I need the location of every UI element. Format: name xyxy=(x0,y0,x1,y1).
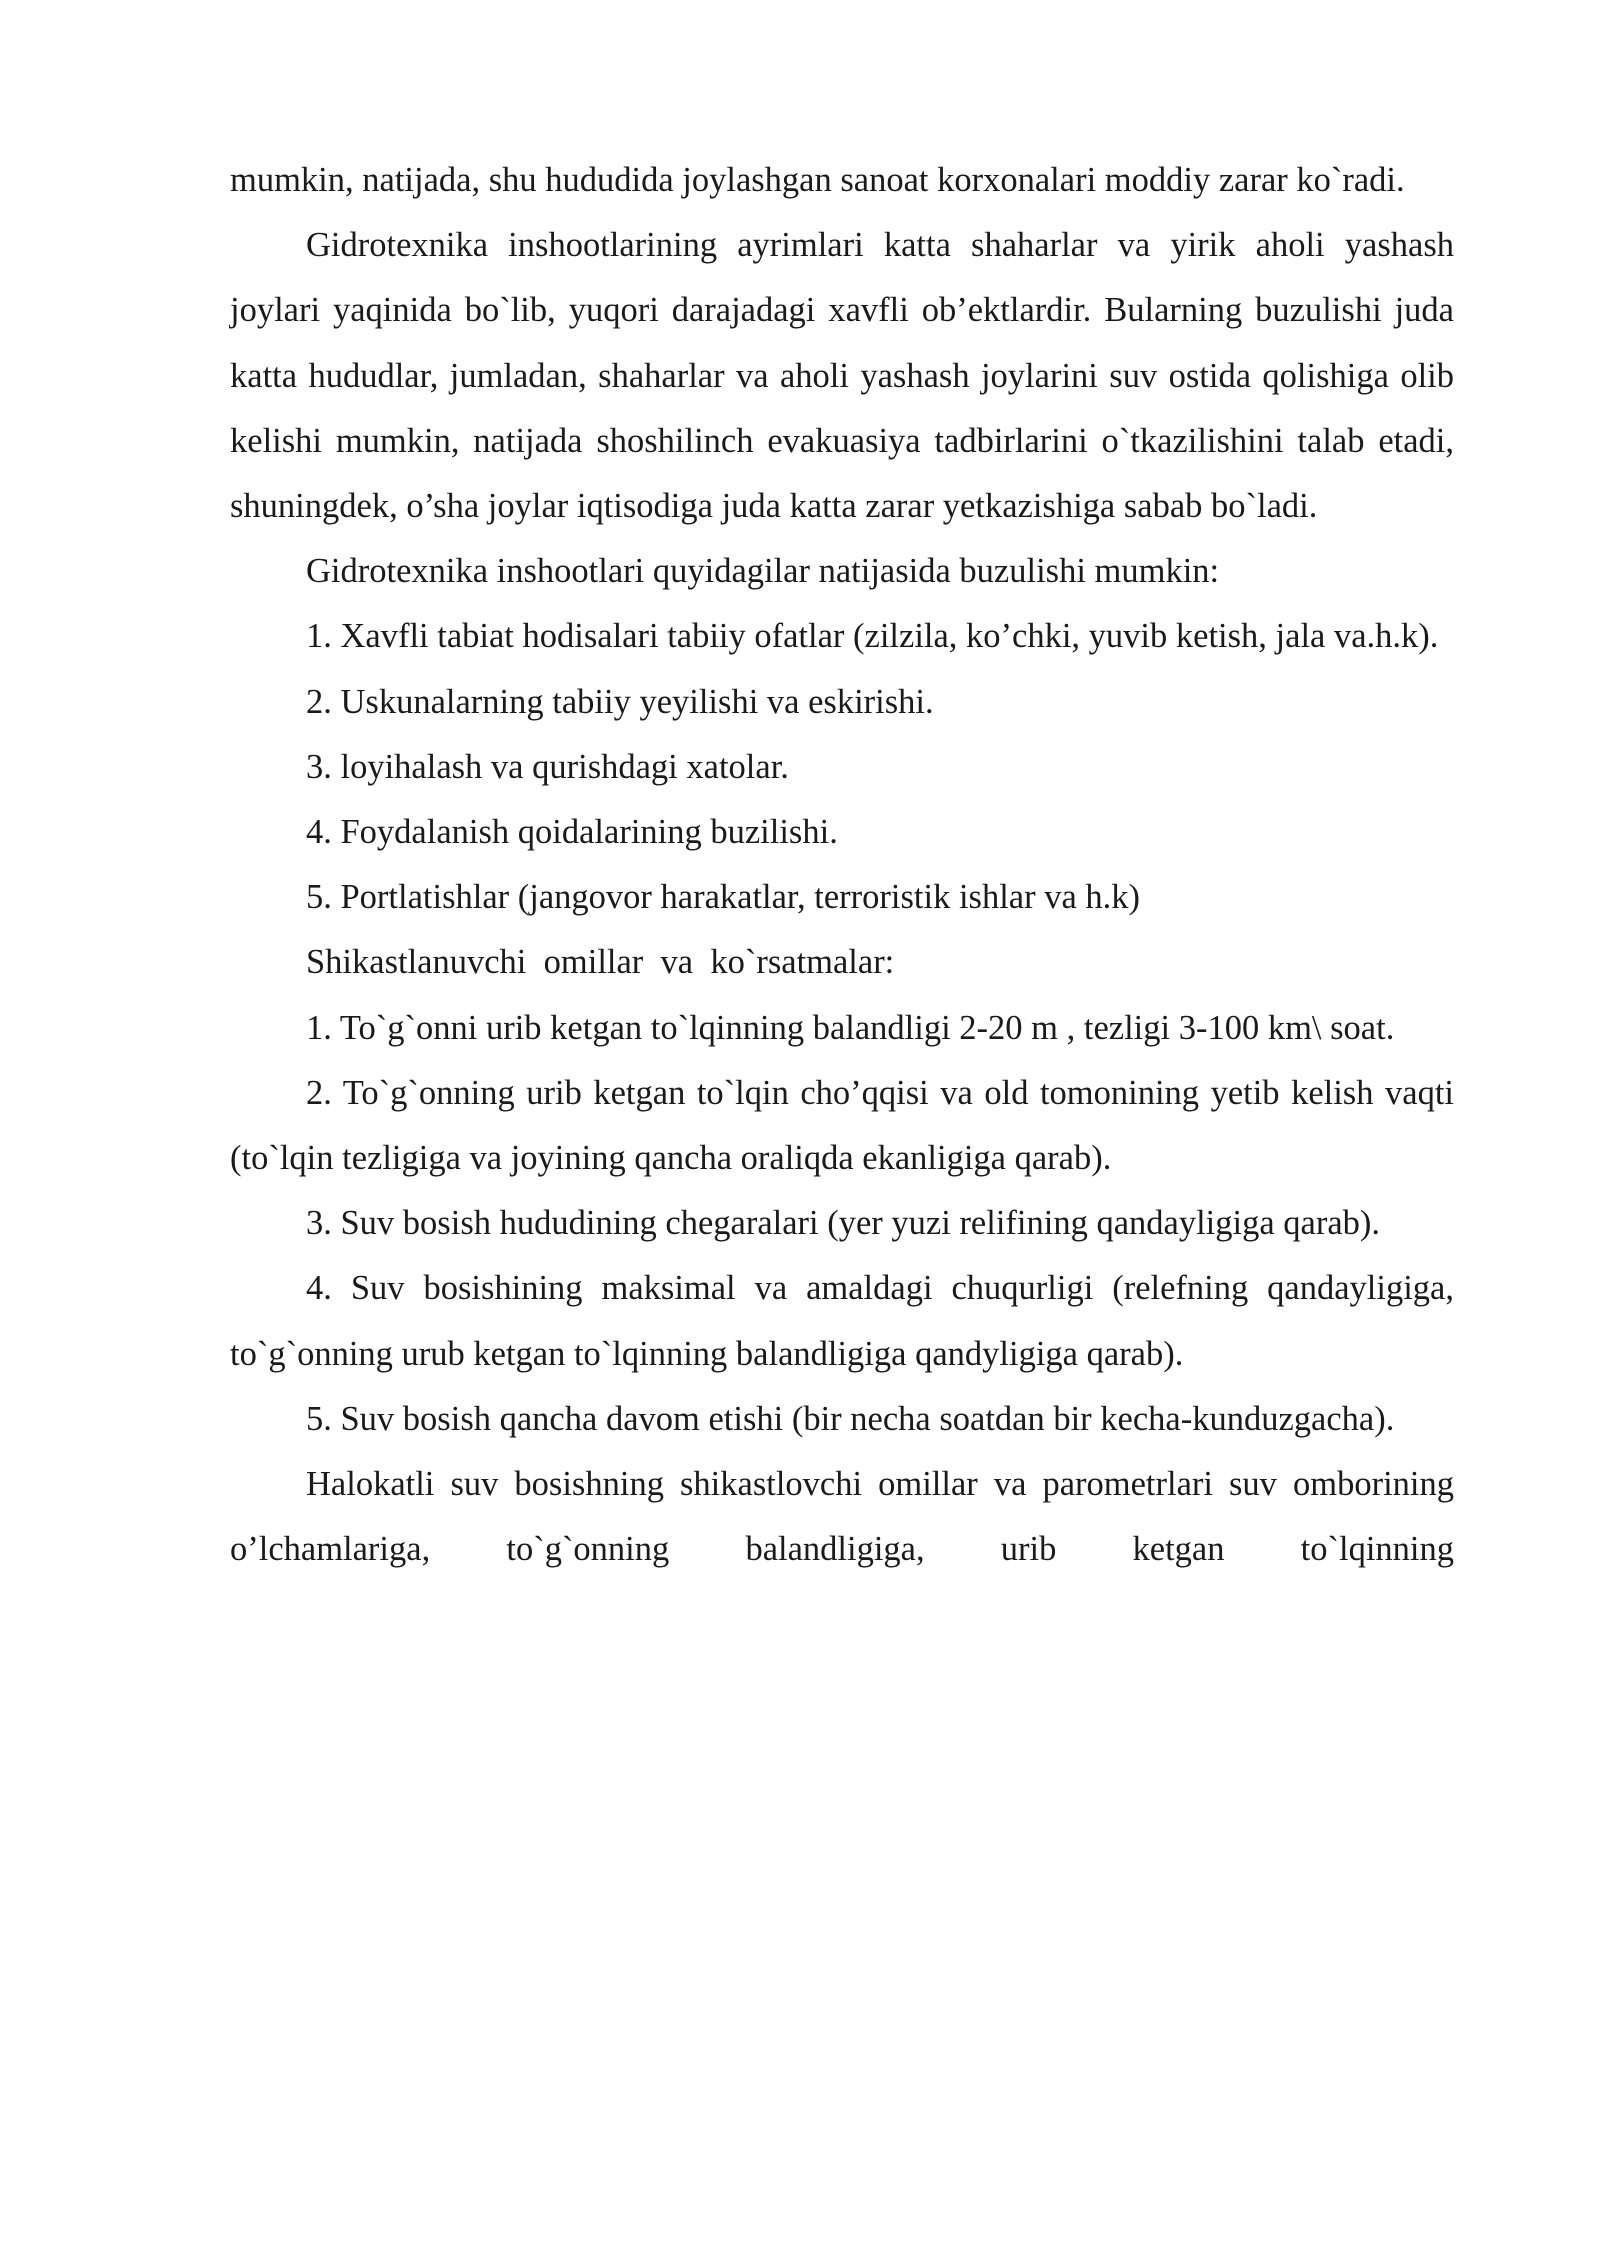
list-item-factor-2: 2. To`g`onning urib ketgan to`lqin cho’qqisi va old tomonining yetib kelish vaqti (to`lqin tezligiga va joyining qancha oraliqda ekanligiga qarab). xyxy=(230,1073,1454,1178)
list-item-factor-3: 3. Suv bosish hududining chegaralari (yer yuzi relifining qandayligiga qarab). xyxy=(306,1204,1380,1243)
list-item-cause-2: 2. Uskunalarning tabiiy yeyilishi va eskirishi. xyxy=(306,682,934,721)
list-item-factor-5: 5. Suv bosish qancha davom etishi (bir necha soatdan bir kecha-kunduzgacha). xyxy=(306,1399,1395,1438)
list-item-cause-5: 5. Portlatishlar (jangovor harakatlar, terroristik ishlar va h.k) xyxy=(306,878,1141,917)
paragraph-continuation: mumkin, natijada, shu hududida joylashgan sanoat korxonalari moddiy zarar ko`radi. xyxy=(230,161,1405,199)
list-item-cause-4: 4. Foydalanish qoidalarining buzilishi. xyxy=(306,813,838,852)
paragraph-conclusion: Halokatli suv bosishning shikastlovchi omillar va parometrlari suv omborining o’lchamlariga, to`g`onning balandligiga, urib ketgan to`lqinning xyxy=(230,1465,1454,1569)
list-item-cause-3: 3. loyihalash va qurishdagi xatolar. xyxy=(306,747,789,786)
paragraph-causes-heading: Gidrotexnika inshootlari quyidagilar natijasida buzulishi mumkin: xyxy=(306,552,1220,591)
list-item-factor-1: 1. To`g`onni urib ketgan to`lqinning balandligi 2-20 m , tezligi 3-100 km\ soat. xyxy=(306,1008,1395,1047)
paragraph-factors-heading: Shikastlanuvchi omillar va ko`rsatmalar: xyxy=(306,943,895,982)
list-item-factor-4: 4. Suv bosishining maksimal va amaldagi chuqurligi (relefning qandayligiga, to`g`onning urub ketgan to`lqinning balandligiga qandyligiga qarab). xyxy=(230,1269,1454,1373)
list-item-cause-1: 1. Xavfli tabiat hodisalari tabiiy ofatlar (zilzila, ko’chki, yuvib ketish, jala va.h.k). xyxy=(306,617,1439,656)
paragraph-hydro-intro: Gidrotexnika inshootlarining ayrimlari katta shaharlar va yirik aholi yashash joylari yaqinida bo`lib, yuqori darajadagi xavfli ob’ektlardir. Bularning buzulishi juda katta hududlar, jumladan, shaharlar va aholi yashash joylarini suv ostida qolishiga olib kelishi mumkin, natijada shoshilinch evakuasiya tadbirlarini o`tkazilishini talab etadi, shuningdek, o’sha joylar iqtisodiga juda katta zarar yetkazishiga sabab bo`ladi. xyxy=(230,226,1454,526)
document-page xyxy=(230,148,1454,1582)
